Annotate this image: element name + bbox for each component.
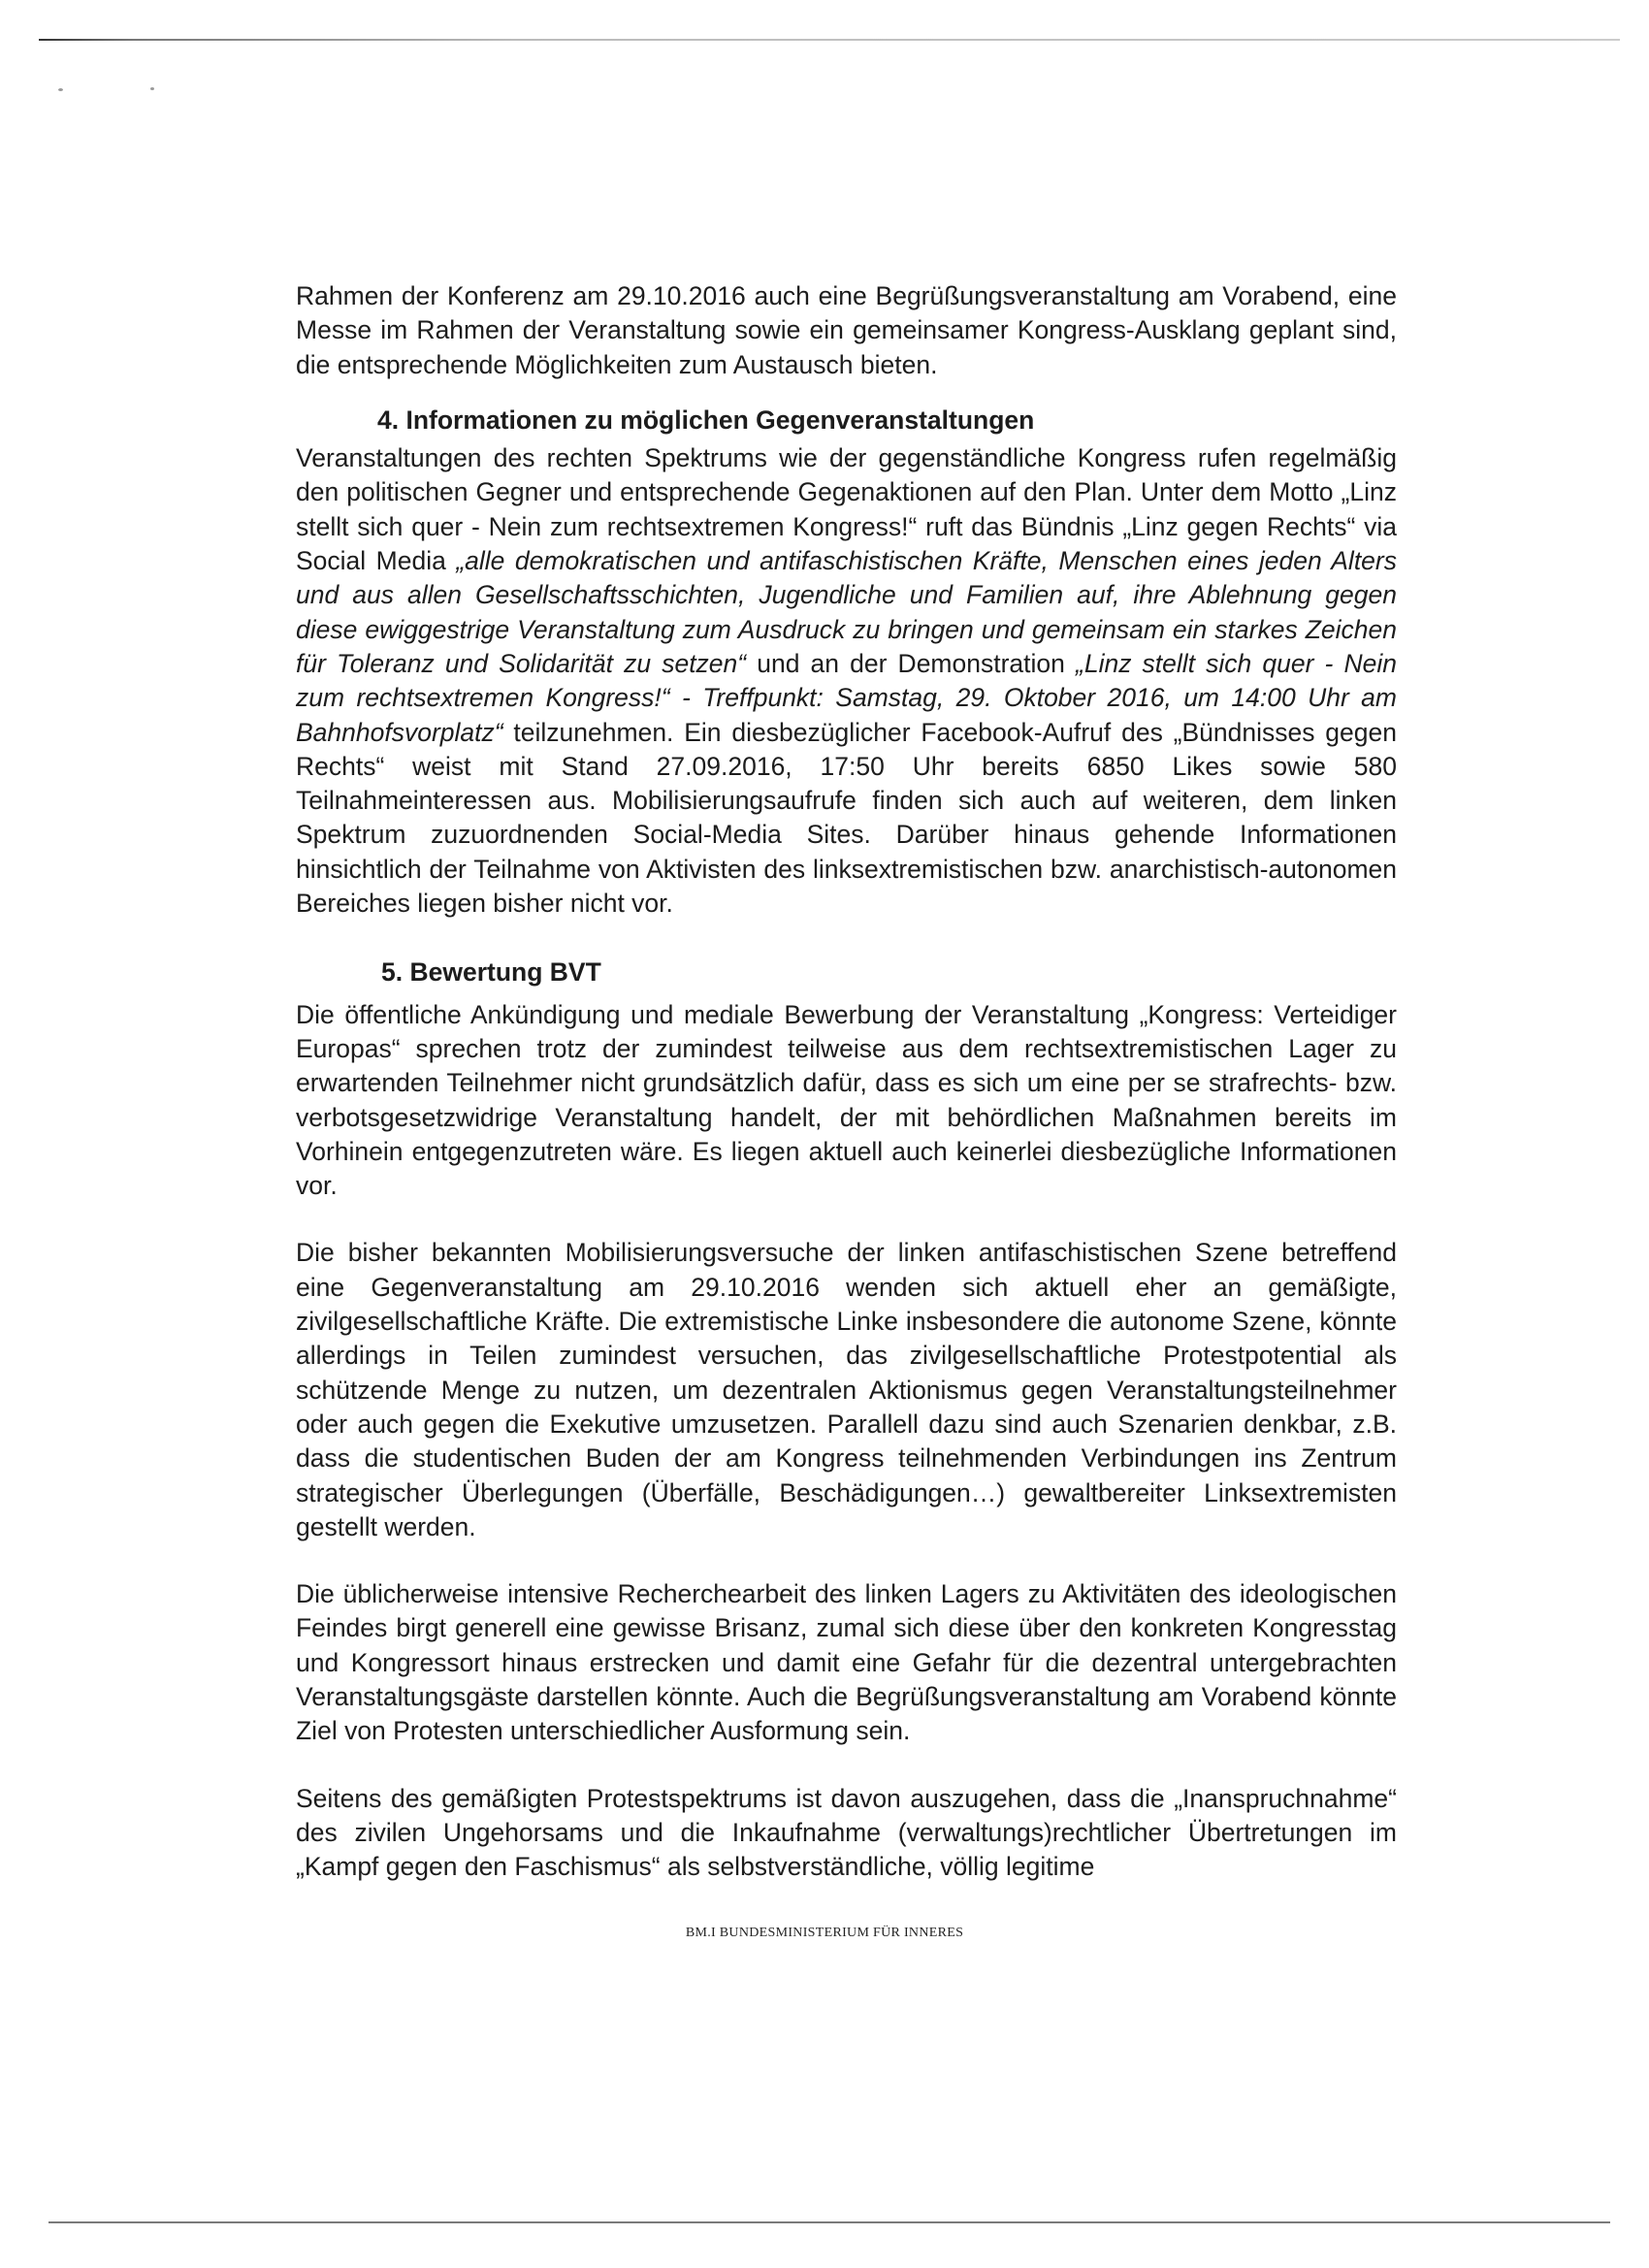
document-body: [296, 279, 1397, 1884]
section-5-paragraph-1: Die öffentliche Ankündigung und mediale Bewerbung der Veranstaltung „Kongress: Verteidiger Europas“ sprechen trotz der zumindest teilweise aus dem rechtsextremistischen Lager zu erwartenden Teilnehmer nicht grundsätzlich dafür, dass es sich um eine per se strafrechts- bzw. verbotsgesetzwidrige Veranstaltung handelt, der mit behördlichen Maßnahmen bereits im Vorhinein entgegenzutreten wäre. Es liegen aktuell auch keinerlei diesbezügliche Informationen vor.: [296, 999, 1397, 1201]
section-4-heading: 4. Informationen zu möglichen Gegenveranstaltungen: [377, 405, 1035, 435]
section-4-paragraph: Veranstaltungen des rechten Spektrums wie der gegenständliche Kongress rufen regelmäßig den politischen Gegner und entsprechende Gegenaktionen auf den Plan. Unter dem Motto „Linz stellt sich quer - Nein zum rechtsextremen Kongress!“ ruft das Bündnis „Linz gegen Rechts“ via Social Media „alle demokratischen und antifaschistischen Kräfte, Menschen eines jeden Alters und aus allen Gesellschaftsschichten, Jugendliche und Familien auf, ihre Ablehnung gegen diese ewiggestrige Veranstaltung zum Ausdruck zu bringen und gemeinsam ein starkes Zeichen für Toleranz und Solidarität zu setzen“ und an der Demonstration „Linz stellt sich quer - Nein zum rechtsextremen Kongress!“ - Treffpunkt: Samstag, 29. Oktober 2016, um 14:00 Uhr am Bahnhofsvorplatz“ teilzunehmen. Ein diesbezüglicher Facebook-Aufruf des „Bündnisses gegen Rechts“ weist mit Stand 27.09.2016, 17:50 Uhr bereits 6850 Likes sowie 580 Teilnahmeinteressen aus. Mobilisierungsaufrufe finden sich auch auf weiteren, dem linken Spektrum zuzuordnenden Social-Media Sites. Darüber hinaus gehende Informationen hinsichtlich der Teilnahme von Aktivisten des linksextremistischen bzw. anarchistisch-autonomen Bereiches liegen bisher nicht vor.: [296, 443, 1397, 919]
scan-edge-bottom: [48, 2221, 1610, 2223]
section-3-continuation: Rahmen der Konferenz am 29.10.2016 auch eine Begrüßungsveranstaltung am Vorabend, eine Messe im Rahmen der Veranstaltung sowie ein gemeinsamer Kongress-Ausklang geplant sind, die entsprechende Möglichkeiten zum Austausch bieten.: [296, 281, 1397, 379]
ministry-footer: BM.I BUNDESMINISTERIUM FÜR INNERES: [685, 1926, 964, 1940]
scan-speck: [150, 87, 154, 90]
scan-speck: [58, 88, 63, 91]
section-5-paragraph-2: Die bisher bekannten Mobilisierungsversuche der linken antifaschistischen Szene betreffend eine Gegenveranstaltung am 29.10.2016 wenden sich aktuell eher an gemäßigte, zivilgesellschaftliche Kräfte. Die extremistische Linke insbesondere die autonome Szene, könnte allerdings in Teilen zumindest versuchen, das zivilgesellschaftliche Protestpotential als schützende Menge zu nutzen, um dezentralen Aktionismus gegen Veranstaltungsteilnehmer oder auch gegen die Exekutive umzusetzen. Parallell dazu sind auch Szenarien denkbar, z.B. dass die studentischen Buden der am Kongress teilnehmenden Verbindungen ins Zentrum strategischer Überlegungen (Überfälle, Beschädigungen…) gewaltbereiter Linksextremisten gestellt werden.: [296, 1238, 1397, 1541]
scan-edge-top: [39, 39, 1620, 41]
section-5-paragraph-3: Die üblicherweise intensive Recherchearbeit des linken Lagers zu Aktivitäten des ideologischen Feindes birgt generell eine gewisse Brisanz, zumal sich diese über den konkreten Kongresstag und Kongressort hinaus erstrecken und damit eine Gefahr für die dezentral untergebrachten Veranstaltungsgäste darstellen könnte. Auch die Begrüßungsveranstaltung am Vorabend könnte Ziel von Protesten unterschiedlicher Ausformung sein.: [296, 1579, 1397, 1746]
section-5-heading: 5. Bewertung BVT: [381, 957, 601, 988]
section-5-paragraph-4: Seitens des gemäßigten Protestspektrums ist davon auszugehen, dass die „Inanspruchnahme“ des zivilen Ungehorsams und die Inkaufnahme (verwaltungs)rechtlicher Übertretungen im „Kampf gegen den Faschismus“ als selbstverständliche, völlig legitime: [296, 1783, 1397, 1882]
